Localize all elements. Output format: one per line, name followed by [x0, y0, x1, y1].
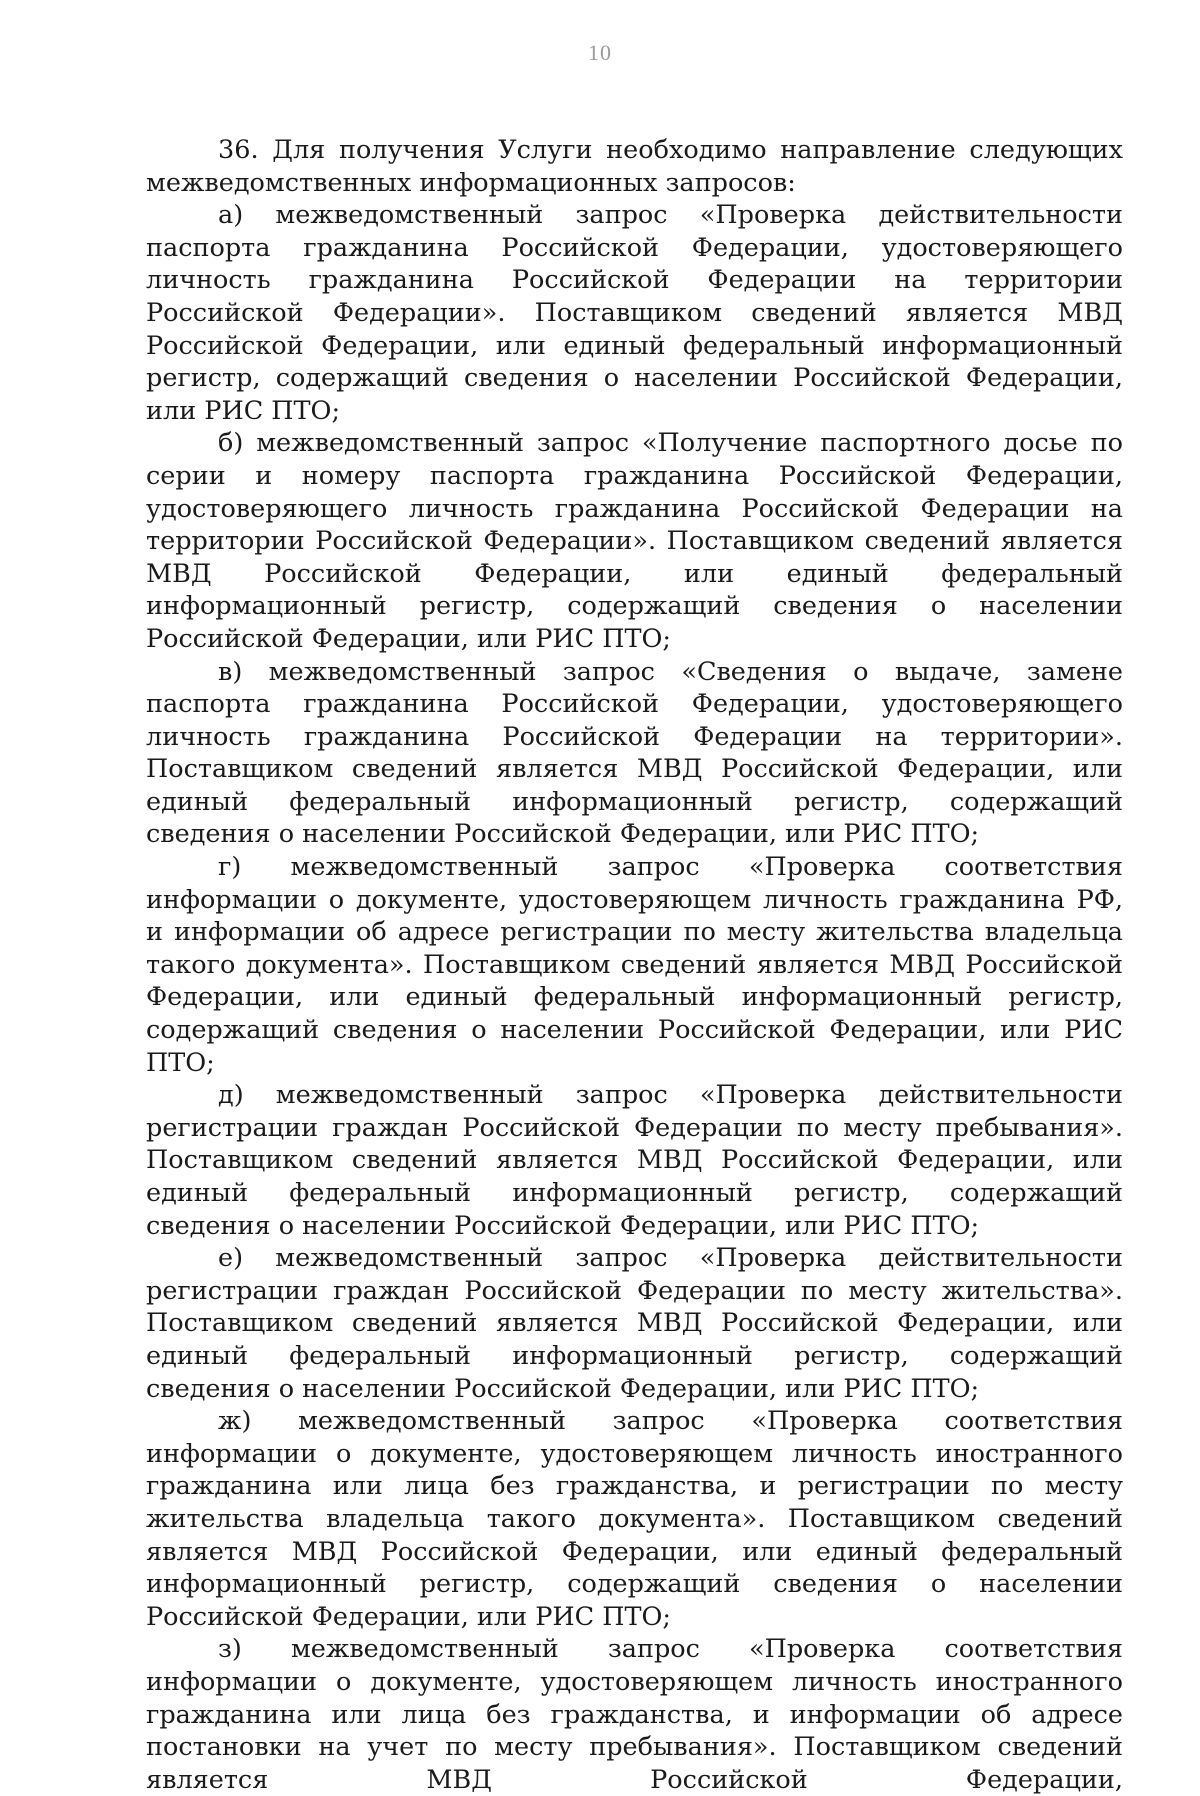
- paragraph-zh: ж) межведомственный запрос «Проверка соответствия информации о документе, удостоверяющем личность иностранного гражданина или лица без гражданства, и регистрации по месту жительства владельца такого документа». Поставщиком сведений является МВД Российской Федерации, или единый федеральный информационный регистр, содержащий сведения о населении Российской Федерации, или РИС ПТО;: [146, 1406, 1123, 1632]
- paragraph-36: 36. Для получения Услуги необходимо направление следующих межведомственных информационных запросов:: [146, 135, 1123, 198]
- paragraph-z: з) межведомственный запрос «Проверка соответствия информации о документе, удостоверяющем личность иностранного гражданина или лица без гражданства, и информации об адресе постановки на учет по месту пребывания». Поставщиком сведений является МВД Российской Федерации,: [146, 1634, 1123, 1795]
- document-body: [146, 134, 1123, 1796]
- paragraph-d: д) межведомственный запрос «Проверка действительности регистрации граждан Российской Федерации по месту пребывания». Поставщиком сведений является МВД Российской Федерации, или единый федеральный информационный регистр, содержащий сведения о населении Российской Федерации, или РИС ПТО;: [146, 1080, 1123, 1241]
- paragraph-a: а) межведомственный запрос «Проверка действительности паспорта гражданина Российской Федерации, удостоверяющего личность гражданина Российской Федерации на территории Российской Федерации». Поставщиком сведений является МВД Российской Федерации, или единый федеральный информационный регистр, содержащий сведения о населении Российской Федерации, или РИС ПТО;: [146, 200, 1123, 426]
- paragraph-b: б) межведомственный запрос «Получение паспортного досье по серии и номеру паспорта гражданина Российской Федерации, удостоверяющего личность гражданина Российской Федерации на территории Российской Федерации». Поставщиком сведений является МВД Российской Федерации, или единый федеральный информационный регистр, содержащий сведения о населении Российской Федерации, или РИС ПТО;: [146, 428, 1123, 654]
- page-number: 10: [588, 40, 612, 65]
- paragraph-v: в) межведомственный запрос «Сведения о выдаче, замене паспорта гражданина Российской Федерации, удостоверяющего личность гражданина Российской Федерации на территории». Поставщиком сведений является МВД Российской Федерации, или единый федеральный информационный регистр, содержащий сведения о населении Российской Федерации, или РИС ПТО;: [146, 656, 1123, 850]
- paragraph-e: е) межведомственный запрос «Проверка действительности регистрации граждан Российской Федерации по месту жительства». Поставщиком сведений является МВД Российской Федерации, или единый федеральный информационный регистр, содержащий сведения о населении Российской Федерации, или РИС ПТО;: [146, 1243, 1123, 1404]
- paragraph-g: г) межведомственный запрос «Проверка соответствия информации о документе, удостоверяющем личность гражданина РФ, и информации об адресе регистрации по месту жительства владельца такого документа». Поставщиком сведений является МВД Российской Федерации, или единый федеральный информационный регистр, содержащий сведения о населении Российской Федерации, или РИС ПТО;: [146, 852, 1123, 1078]
